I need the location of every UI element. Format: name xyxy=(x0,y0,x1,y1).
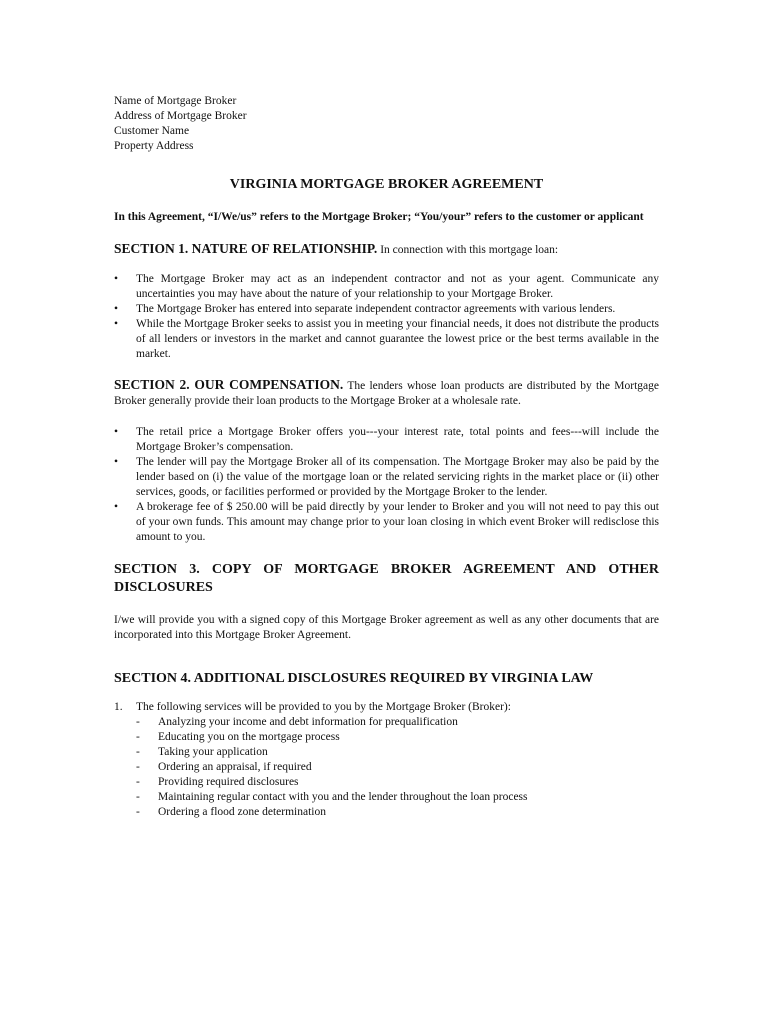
list-item: • While the Mortgage Broker seeks to assist you in meeting your financial needs, it does not distribute the products of all lenders or investors in the market and cannot guarantee the lowest price or the best terms available in the market. xyxy=(114,318,659,360)
dash-icon: - xyxy=(136,791,140,803)
item-number: 1. xyxy=(114,701,123,713)
dash-icon: - xyxy=(136,746,140,758)
dash-icon: - xyxy=(136,776,140,788)
section3-text: I/we will provide you with a signed copy of this Mortgage Broker agreement as well as any other documents that are incorporated into this Mortgage Broker Agreement. xyxy=(114,614,659,641)
item-text: The following services will be provided to you by the Mortgage Broker (Broker): xyxy=(136,701,511,713)
list-item: - Ordering a flood zone determination xyxy=(136,806,326,818)
list-item: • The Mortgage Broker has entered into separate independent contractor agreements with various lenders. xyxy=(114,303,616,315)
section4-item xyxy=(114,700,659,715)
section2-bullet-list xyxy=(114,425,659,545)
bullet-icon: • xyxy=(114,456,119,468)
section1-bullet-list xyxy=(114,272,659,362)
list-item: - Maintaining regular contact with you and the lender throughout the loan process xyxy=(136,791,528,803)
document-title: VIRGINIA MORTGAGE BROKER AGREEMENT xyxy=(229,177,544,192)
list-item: - Ordering an appraisal, if required xyxy=(136,761,312,773)
broker-address-line: Address of Mortgage Broker xyxy=(114,110,247,122)
bullet-icon: • xyxy=(114,273,119,285)
property-address-line: Property Address xyxy=(114,140,194,152)
bullet-icon: • xyxy=(114,318,119,330)
dash-icon: - xyxy=(136,731,140,743)
bullet-icon: • xyxy=(114,501,119,513)
bullet-icon: • xyxy=(114,303,119,315)
section1-heading-row xyxy=(114,241,659,258)
list-item: - Taking your application xyxy=(136,746,268,758)
list-item: • The retail price a Mortgage Broker offers you---your interest rate, total points and fees---will include the Mortgage Broker’s compensation. xyxy=(114,426,659,453)
list-item: • The Mortgage Broker may act as an independent contractor and not as your agent. Communicate any uncertainties you may have about the nature of your relationship to your Mortgage Broker. xyxy=(114,273,659,300)
header-block xyxy=(114,94,659,154)
customer-name-line: Customer Name xyxy=(114,125,190,137)
section2-text: The lenders whose loan products are distributed by the Mortgage Broker generally provide their loan products to the Mortgage Broker at a wholesale rate. xyxy=(114,380,659,407)
section3-heading: SECTION 3. COPY OF MORTGAGE BROKER AGREEMENT AND OTHER DISCLOSURES xyxy=(114,562,659,595)
section1-heading: SECTION 1. NATURE OF RELATIONSHIP. xyxy=(114,241,378,256)
list-item: - Educating you on the mortgage process xyxy=(136,731,340,743)
dash-icon: - xyxy=(136,761,140,773)
list-item: • A brokerage fee of $ 250.00 will be paid directly by your lender to Broker and you will not need to pay this out of your own funds. This amount may change prior to your loan closing in which event Broker will redisclose this amount to you. xyxy=(114,501,659,543)
intro-paragraph: In this Agreement, “I/We/us” refers to the Mortgage Broker; “You/your” refers to the customer or applicant xyxy=(114,211,644,223)
list-item: - Analyzing your income and debt information for prequalification xyxy=(136,716,458,728)
document-content xyxy=(114,94,659,820)
dash-icon: - xyxy=(136,806,140,818)
section1-text: In connection with this mortgage loan: xyxy=(380,244,559,256)
services-list xyxy=(114,715,659,820)
bullet-icon: • xyxy=(114,426,119,438)
section2-heading-row xyxy=(114,377,659,409)
dash-icon: - xyxy=(136,716,140,728)
list-item: • The lender will pay the Mortgage Broker all of its compensation. The Mortgage Broker may also be paid by the lender based on (i) the value of the mortgage loan or the related servicing rights in the market place or (ii) other services, goods, or facilities performed or provided by the Mortgage Broker to the lender. xyxy=(114,456,659,498)
broker-name-line: Name of Mortgage Broker xyxy=(114,95,237,107)
section4-heading: SECTION 4. ADDITIONAL DISCLOSURES REQUIRED BY VIRGINIA LAW xyxy=(114,671,594,686)
section2-heading: SECTION 2. OUR COMPENSATION. xyxy=(114,377,344,392)
list-item: - Providing required disclosures xyxy=(136,776,299,788)
